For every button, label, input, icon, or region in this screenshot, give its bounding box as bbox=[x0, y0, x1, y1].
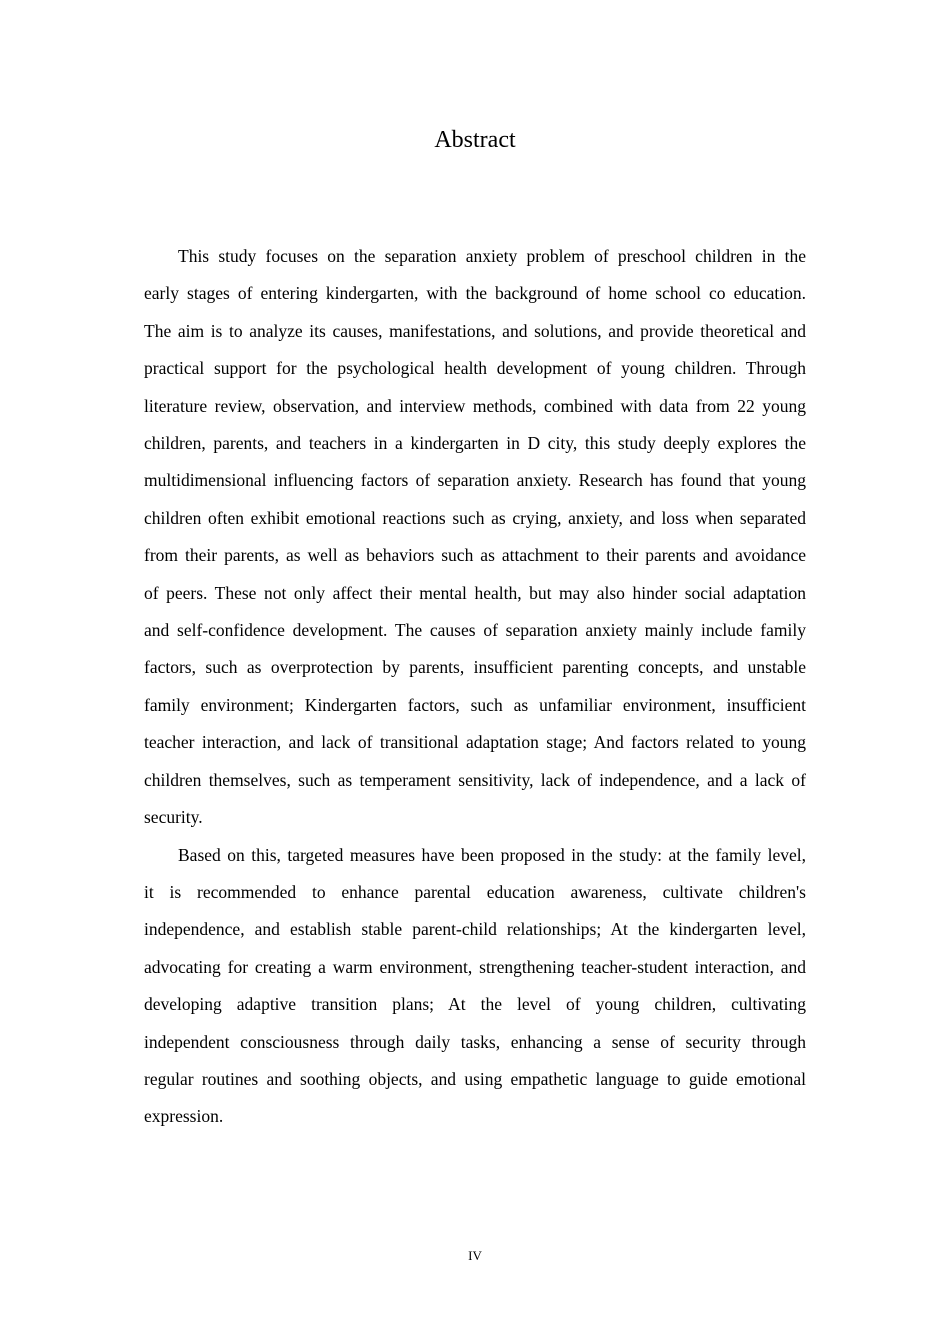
page-title: Abstract bbox=[434, 127, 516, 153]
abstract-body bbox=[144, 238, 806, 1136]
abstract-paragraph-1: This study focuses on the separation anxiety problem of preschool children in the early stages of entering kindergarten, with the background of home school co education. The aim is to analyze its causes, manifestations, and solutions, and provide theoretical and practical support for the psychological health development of young children. Through literature review, observation, and interview methods, combined with data from 22 young children, parents, and teachers in a kindergarten in D city, this study deeply explores the multidimensional influencing factors of separation anxiety. Research has found that young children often exhibit emotional reactions such as crying, anxiety, and loss when separated from their parents, as well as behaviors such as attachment to their parents and avoidance of peers. These not only affect their mental health, but may also hinder social adaptation and self-confidence development. The causes of separation anxiety mainly include family factors, such as overprotection by parents, insufficient parenting concepts, and unstable family environment; Kindergarten factors, such as unfamiliar environment, insufficient teacher interaction, and lack of transitional adaptation stage; And factors related to young children themselves, such as temperament sensitivity, lack of independence, and a lack of security. bbox=[144, 246, 806, 828]
page-number: IV bbox=[468, 1248, 482, 1263]
abstract-paragraph-2: Based on this, targeted measures have been proposed in the study: at the family level, it is recommended to enhance parental education awareness, cultivate children's independence, and establish stable parent-child relationships; At the kindergarten level, advocating for creating a warm environment, strengthening teacher-student interaction, and developing adaptive transition plans; At the level of young children, cultivating independent consciousness through daily tasks, enhancing a sense of security through regular routines and soothing objects, and using empathetic language to guide emotional expression. bbox=[144, 844, 806, 1127]
